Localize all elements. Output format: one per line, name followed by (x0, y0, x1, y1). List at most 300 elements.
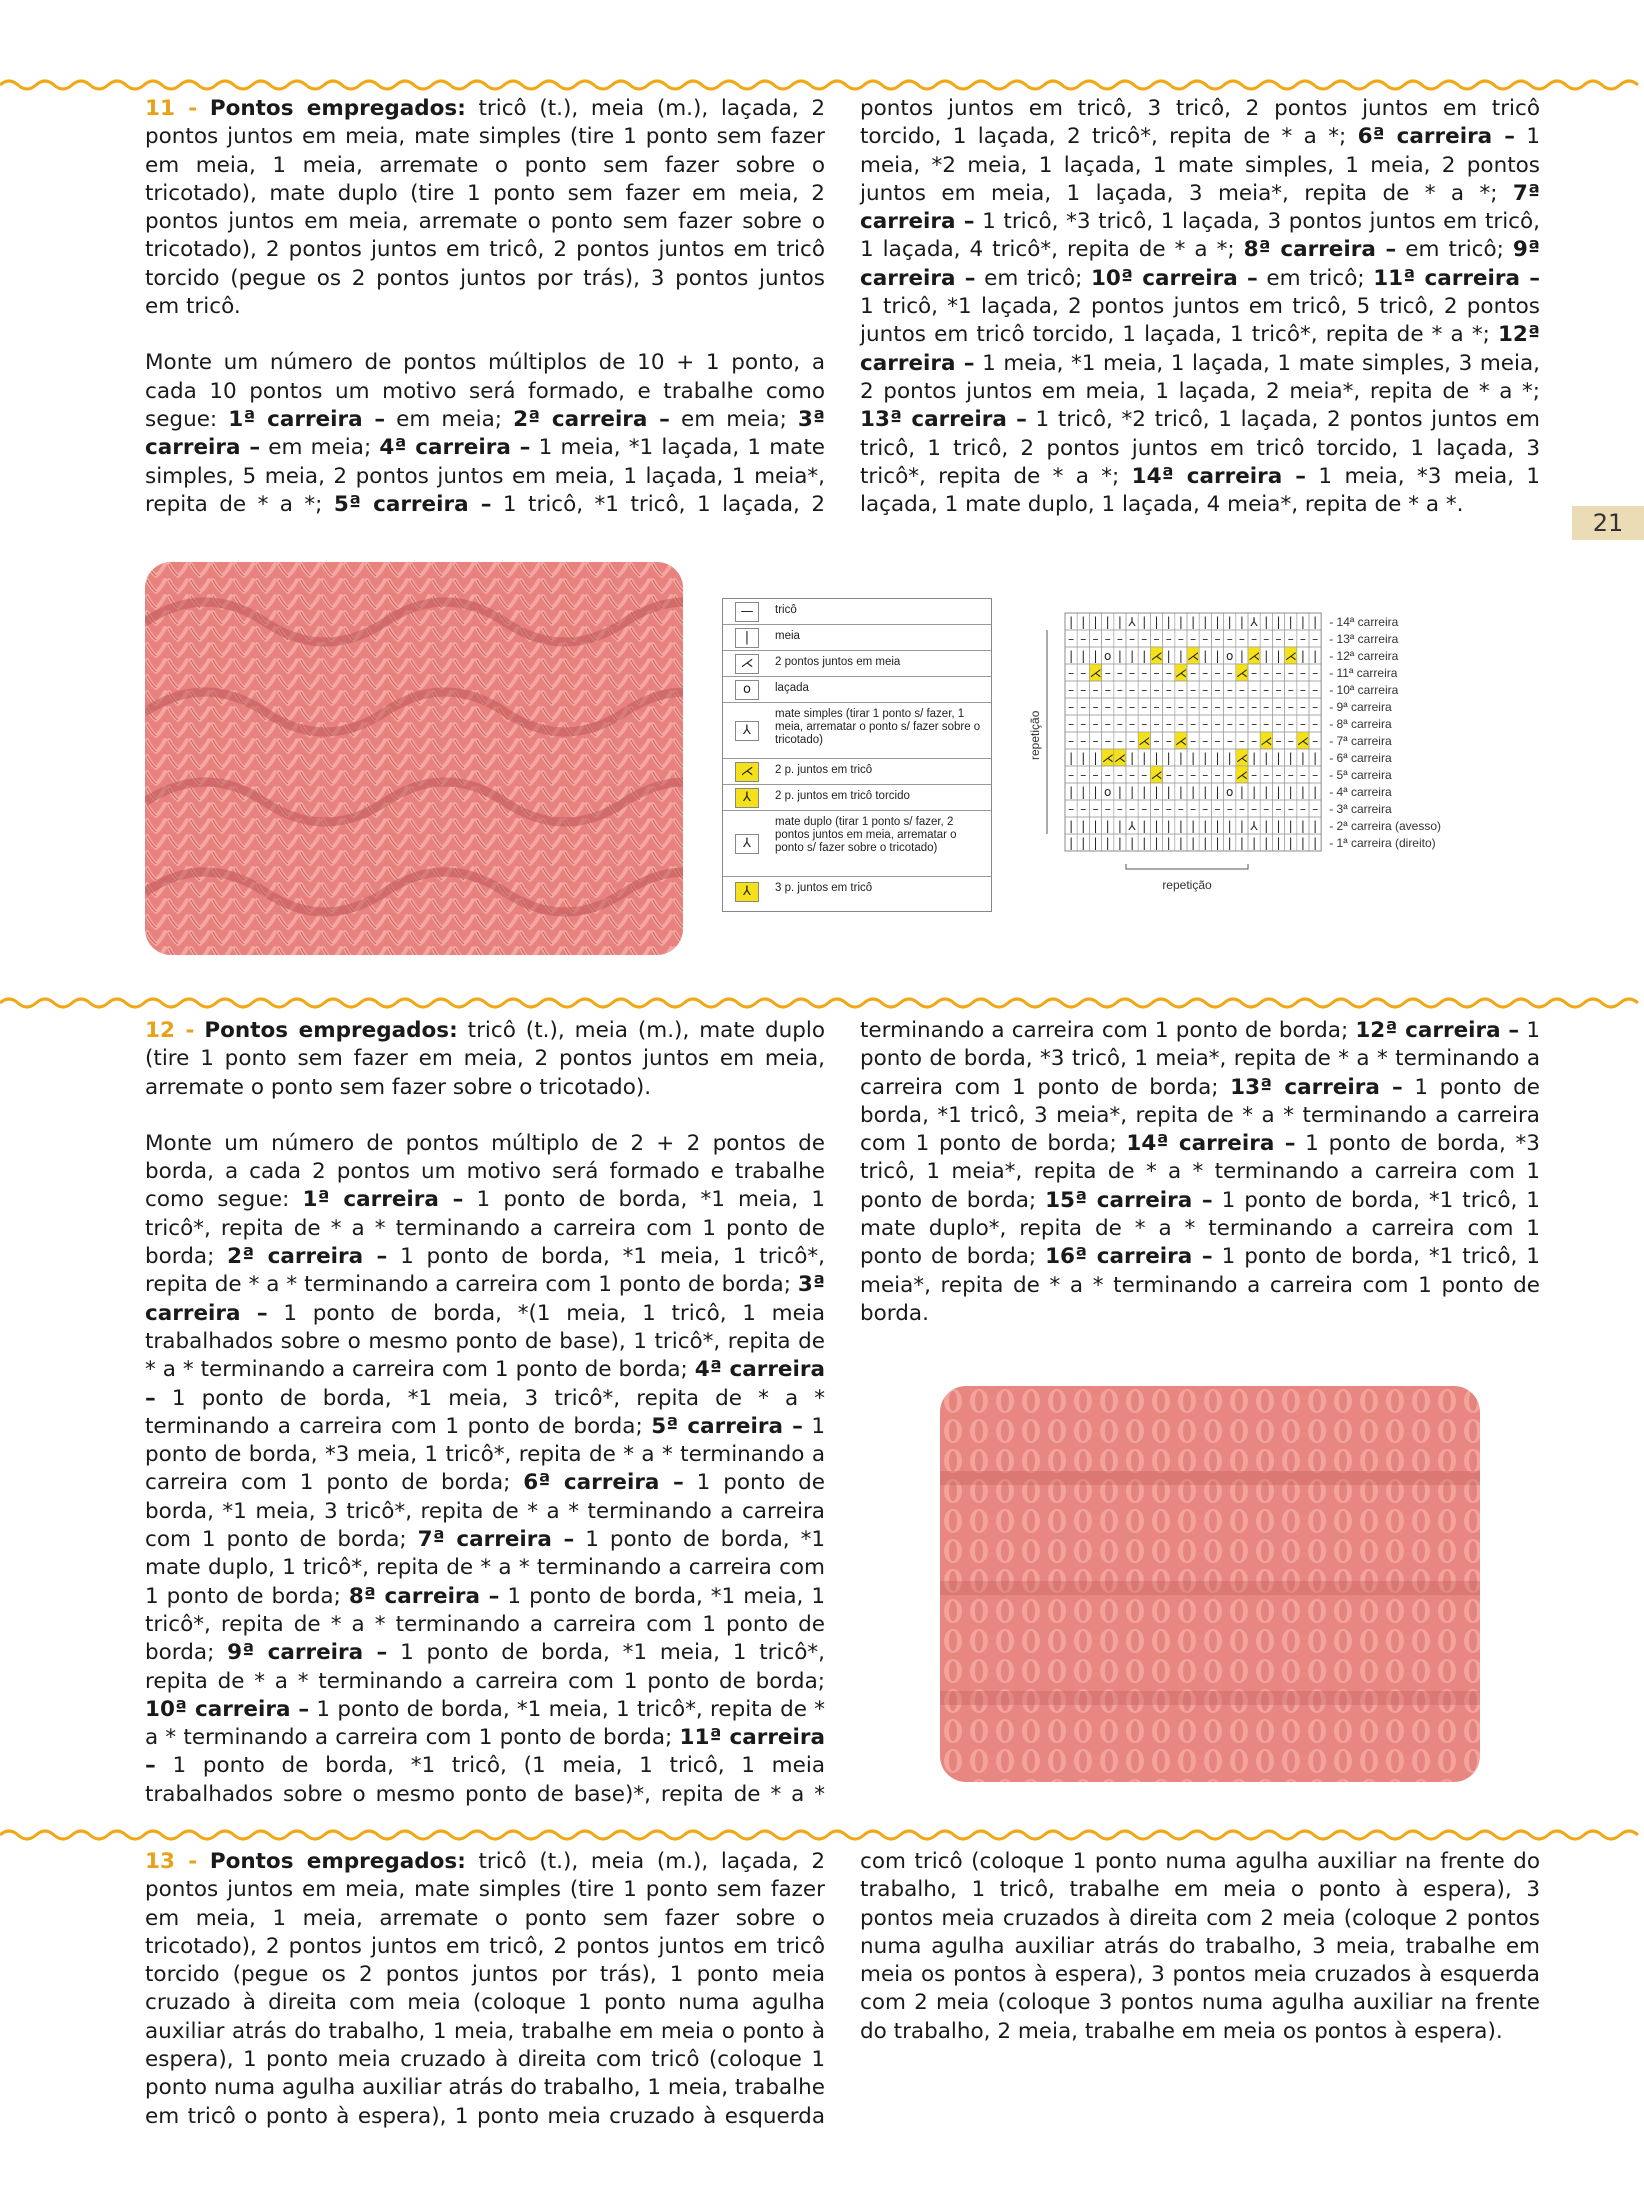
chart-stitch-symbol: – (1141, 802, 1148, 816)
chart-stitch-symbol: | (1154, 615, 1159, 629)
chart-stitch-symbol: – (1141, 717, 1148, 731)
chart-stitch-symbol: – (1312, 802, 1319, 816)
legend-label: 3 p. juntos em tricô (775, 882, 873, 894)
chart-stitch-symbol: – (1299, 717, 1306, 731)
chart-stitch-symbol: ⋌ (1296, 734, 1309, 748)
legend-row (723, 785, 991, 811)
chart-stitch-symbol: – (1092, 700, 1099, 714)
section-number: 11 - (145, 96, 198, 121)
chart-stitch-symbol: – (1177, 768, 1184, 782)
legend-row (723, 625, 991, 651)
chart-stitch-symbol: | (1166, 785, 1171, 799)
row-text: 1 meia, *3 meia, 1 laçada, 1 mate duplo, 1 laçada, 4 meia*, repita de * a *. (860, 463, 1541, 518)
legend-label: 2 p. juntos em tricô (775, 764, 873, 776)
chart-stitch-symbol: – (1141, 768, 1148, 782)
row-label: 2ª carreira – (227, 1244, 388, 1270)
chart-stitch-symbol: | (1166, 819, 1171, 833)
chart-stitch-symbol: – (1287, 666, 1294, 680)
chart-stitch-symbol: – (1312, 717, 1319, 731)
chart-stitch-symbol: – (1263, 683, 1270, 697)
chart-stitch-symbol: – (1104, 683, 1111, 697)
chart-stitch-symbol: – (1104, 666, 1111, 680)
chart-stitch-symbol: | (1154, 836, 1159, 850)
row-text: 1 meia, *1 meia, 1 laçada, 1 mate simples, 3 meia, 2 pontos juntos em meia, 1 laçada, 2 meia*, repita de * a *; (860, 350, 1540, 404)
chart-stitch-symbol: | (1227, 836, 1232, 850)
chart-stitch-symbol: – (1104, 632, 1111, 646)
chart-stitch-symbol: o (1226, 785, 1234, 799)
row-text: 1 ponto de borda, *1 meia, 1 tricô*, repita de * a * terminando a carreira com 1 ponto de borda; (145, 1640, 826, 1694)
chart-stitch-symbol: | (1203, 751, 1208, 765)
chart-stitch-symbol: – (1129, 734, 1136, 748)
chart-stitch-symbol: – (1312, 768, 1319, 782)
chart-stitch-symbol: | (1191, 836, 1196, 850)
chart-stitch-symbol: – (1275, 768, 1282, 782)
chart-stitch-symbol: – (1165, 683, 1172, 697)
wavy-divider-top (0, 76, 1644, 94)
row-label: 3ª carreira – (145, 1272, 825, 1326)
yarn-over-symbol-icon: o (735, 680, 759, 700)
chart-stitch-symbol: ⋌ (1248, 649, 1261, 663)
chart-stitch-symbol: – (1068, 802, 1075, 816)
chart-stitch-symbol: | (1081, 819, 1086, 833)
repeat-label-bottom: repetição (1162, 878, 1212, 892)
chart-row-label: - 9ª carreira (1329, 700, 1392, 714)
chart-stitch-symbol: ⋌ (1101, 751, 1114, 765)
chart-stitch-symbol: – (1275, 666, 1282, 680)
row-label: 4ª carreira – (145, 1357, 825, 1411)
row-text: 1 ponto de borda, *1 mate duplo, 1 tricô*, repita de * a * terminando a carreira com 1 ponto de borda; (145, 1527, 825, 1609)
chart-stitch-symbol: | (1300, 819, 1305, 833)
chart-stitch-symbol: | (1178, 751, 1183, 765)
chart-stitch-symbol: – (1202, 734, 1209, 748)
chart-stitch-symbol: – (1116, 632, 1123, 646)
chart-row-label: - 12ª carreira (1329, 649, 1399, 663)
chart-stitch-symbol: – (1116, 700, 1123, 714)
chart-stitch-symbol: | (1166, 649, 1171, 663)
chart-stitch-symbol: – (1068, 632, 1075, 646)
chart-stitch-symbol: – (1312, 683, 1319, 697)
chart-stitch-symbol: – (1287, 717, 1294, 731)
chart-stitch-symbol: – (1190, 717, 1197, 731)
chart-stitch-symbol: – (1068, 666, 1075, 680)
chart-stitch-symbol: – (1129, 802, 1136, 816)
chart-stitch-symbol: – (1068, 700, 1075, 714)
chart-stitch-symbol: – (1214, 666, 1221, 680)
chart-stitch-symbol: ⋌ (1150, 768, 1163, 782)
chart-stitch-symbol: – (1202, 632, 1209, 646)
row-label: 13ª carreira – (860, 407, 1027, 433)
chart-stitch-symbol: ⋌ (1260, 734, 1273, 748)
row-label: 10ª carreira – (1090, 265, 1258, 291)
chart-stitch-symbol: – (1287, 683, 1294, 697)
chart-stitch-symbol: – (1116, 683, 1123, 697)
chart-stitch-symbol: | (1288, 785, 1293, 799)
chart-stitch-symbol: | (1142, 649, 1147, 663)
chart-stitch-symbol: | (1215, 819, 1220, 833)
chart-stitch-symbol: | (1239, 836, 1244, 850)
chart-stitch-symbol: – (1251, 700, 1258, 714)
chart-stitch-symbol: | (1069, 819, 1074, 833)
chart-row-label: - 10ª carreira (1329, 683, 1399, 697)
section-number: 12 - (145, 1018, 195, 1043)
chart-stitch-symbol: – (1153, 666, 1160, 680)
row-text: 1 ponto de borda, *1 meia, 1 tricô*, repita de * a * terminando a carreira com 1 ponto de borda; (145, 1244, 826, 1298)
row-label: 12ª carreira – (1355, 1018, 1520, 1043)
chart-stitch-symbol: ⋌ (1284, 649, 1297, 663)
chart-stitch-symbol: – (1214, 768, 1221, 782)
chart-stitch-symbol: – (1092, 768, 1099, 782)
chart-stitch-symbol: – (1202, 717, 1209, 731)
chart-stitch-symbol: – (1165, 717, 1172, 731)
chart-stitch-symbol: | (1300, 836, 1305, 850)
legend-label: laçada (775, 682, 809, 694)
materials-text: tricô (t.), meia (m.), laçada, 2 pontos juntos em meia, mate simples (tire 1 ponto sem fazer em meia, 1 meia, arremate o ponto sem fazer sobre o tricotado), mate duplo (tire 1 ponto sem fazer em meia, 2 pontos juntos em meia, arremate o ponto sem fazer sobre o tricotado), 2 pontos juntos em tricô, 2 pontos juntos em tricô torcido (pegue os 2 pontos juntos por trás), 3 pontos juntos em tricô. (145, 96, 825, 320)
chart-stitch-symbol: | (1227, 615, 1232, 629)
chart-stitch-symbol: – (1190, 802, 1197, 816)
chart-stitch-symbol: | (1166, 836, 1171, 850)
chart-stitch-symbol: – (1202, 700, 1209, 714)
legend-label: meia (775, 630, 800, 642)
chart-stitch-symbol: – (1177, 632, 1184, 646)
chart-row-label: - 11ª carreira (1329, 666, 1398, 680)
legend-row (723, 703, 991, 759)
materials-text: tricô (t.), meia (m.), laçada, 2 pontos juntos em meia, mate simples (tire 1 ponto sem fazer em meia, 1 meia, arremate o ponto sem fazer sobre o tricotado), 2 pontos juntos em tricô, 2 pontos juntos em tricô torcido (pegue os 2 pontos juntos por trás), 1 ponto meia cruzado à direita com meia (coloque 1 ponto numa agulha auxiliar atrás do trabalho, 1 meia, trabalhe em meia o ponto à espera), 1 ponto meia cruzado à direita com tricô (coloque 1 ponto numa agulha auxiliar atrás do trabalho, 1 meia, trabalhe em tricô o ponto à espera), 1 ponto meia cruzado à esquerda com tricô (coloque 1 ponto numa agulha auxiliar na frente do trabalho, 1 tricô, trabalhe em meia o ponto à espera), 3 pontos meia cruzados à direita com 2 meia (coloque 2 pontos numa agulha auxiliar atrás do trabalho, 3 meia, trabalhe em meia os pontos à espera), 3 pontos meia cruzados à esquerda com 2 meia (coloque 3 pontos numa agulha auxiliar na frente do trabalho, 2 meia, trabalhe em meia os pontos à espera). (145, 1849, 1540, 2129)
chart-stitch-symbol: | (1081, 615, 1086, 629)
chart-stitch-symbol: – (1129, 700, 1136, 714)
chart-stitch-symbol: | (1203, 649, 1208, 663)
chart-stitch-symbol: ⋌ (1150, 649, 1163, 663)
chart-stitch-symbol: – (1141, 683, 1148, 697)
chart-stitch-symbol: o (1104, 785, 1112, 799)
chart-stitch-symbol: | (1288, 836, 1293, 850)
row-text: 1 ponto de borda, *1 tricô, 3 meia*, repita de * a * terminando a carreira com 1 ponto de borda; (860, 1074, 1540, 1157)
chart-stitch-symbol: | (1105, 836, 1110, 850)
chart-stitch-symbol: – (1263, 666, 1270, 680)
chart-stitch-symbol: | (1093, 836, 1098, 850)
chart-stitch-symbol: – (1068, 683, 1075, 697)
wavy-divider-bottom (0, 1826, 1644, 1844)
chart-row-label: - 5ª carreira (1329, 768, 1392, 782)
row-label: 15ª carreira – (1045, 1187, 1213, 1213)
chart-stitch-symbol: – (1129, 717, 1136, 731)
chart-stitch-symbol: – (1287, 632, 1294, 646)
chart-stitch-symbol: – (1202, 683, 1209, 697)
chart-row-label: - 8ª carreira (1329, 717, 1392, 731)
chart-stitch-symbol: ⅄ (1128, 819, 1136, 833)
chart-stitch-symbol: – (1251, 802, 1258, 816)
chart-stitch-symbol: ⋌ (1113, 751, 1126, 765)
legend-label: 2 pontos juntos em meia (775, 656, 901, 668)
chart-stitch-symbol: | (1117, 615, 1122, 629)
chart-stitch-symbol: – (1104, 768, 1111, 782)
row-text: 1 ponto de borda, *(1 meia, 1 tricô, 1 meia trabalhados sobre o mesmo ponto de base), 1 tricô*, repita de * a * terminando a carreira com 1 ponto de borda; (145, 1300, 825, 1383)
chart-stitch-symbol: – (1104, 734, 1111, 748)
chart-stitch-symbol: – (1226, 700, 1233, 714)
row-text: 1 ponto de borda, *1 tricô, 1 meia*, repita de * a * terminando a carreira com 1 ponto de borda. (860, 1244, 1540, 1326)
chart-stitch-symbol: | (1276, 836, 1281, 850)
chart-stitch-symbol: – (1214, 683, 1221, 697)
chart-stitch-symbol: | (1288, 751, 1293, 765)
chart-stitch-symbol: | (1215, 649, 1220, 663)
section-number: 13 - (145, 1849, 198, 1874)
chart-stitch-symbol: | (1300, 615, 1305, 629)
chart-stitch-symbol: | (1288, 615, 1293, 629)
chart-stitch-symbol: – (1251, 632, 1258, 646)
chart-stitch-symbol: | (1191, 751, 1196, 765)
chart-stitch-symbol: | (1142, 836, 1147, 850)
chart-stitch-symbol: | (1154, 785, 1159, 799)
chart-stitch-symbol: – (1202, 666, 1209, 680)
chart-stitch-symbol: – (1177, 717, 1184, 731)
row-text: 1 ponto de borda, *3 tricô, 1 meia*, repita de * a * terminando a carreira com 1 ponto de borda; (860, 1018, 1540, 1100)
row-text: 1 ponto de borda, *1 meia, 3 tricô*, repita de * a * terminando a carreira com 1 ponto de borda; (145, 1385, 825, 1439)
chart-stitch-symbol: | (1154, 819, 1159, 833)
row-label: 16ª carreira – (1045, 1244, 1213, 1270)
section-13-text (145, 1848, 1540, 2133)
chart-stitch-symbol: – (1263, 632, 1270, 646)
legend-label: mate simples (tirar 1 ponto s/ fazer, 1 meia, arrematar o ponto s/ fazer sobre o tricotado) (775, 708, 981, 746)
chart-stitch-symbol: ⋌ (1138, 734, 1151, 748)
chart-stitch-symbol: – (1263, 802, 1270, 816)
chart-stitch-symbol: – (1299, 683, 1306, 697)
chart-stitch-symbol: – (1238, 700, 1245, 714)
chart-stitch-symbol: – (1214, 632, 1221, 646)
chart-stitch-symbol: | (1178, 785, 1183, 799)
chart-stitch-symbol: – (1080, 802, 1087, 816)
chart-stitch-symbol: – (1202, 768, 1209, 782)
chart-stitch-symbol: | (1276, 615, 1281, 629)
chart-stitch-symbol: – (1080, 683, 1087, 697)
row-text: 1 tricô, *2 tricô, 1 laçada, 2 pontos juntos em tricô, 1 tricô, 2 pontos juntos em tricô torcido, 1 laçada, 3 tricô*, repita de * a *; (860, 407, 1540, 489)
chart-stitch-symbol: – (1129, 768, 1136, 782)
chart-stitch-symbol: | (1093, 649, 1098, 663)
chart-stitch-symbol: | (1264, 615, 1269, 629)
instruction-text: Monte um número de pontos múltiplo de 2 + 2 pontos de borda, a cada 2 pontos um motivo será formado e trabalhe como segue: (145, 1130, 825, 1213)
chart-stitch-symbol: – (1092, 802, 1099, 816)
materials-text: tricô (t.), meia (m.), mate duplo (tire 1 ponto sem fazer em meia, 2 pontos juntos em meia, arremate o ponto sem fazer sobre o tricotado). (145, 1018, 825, 1100)
chart-stitch-symbol: | (1239, 615, 1244, 629)
chart-stitch-symbol: | (1313, 615, 1318, 629)
chart-stitch-symbol: – (1165, 768, 1172, 782)
chart-stitch-symbol: – (1312, 632, 1319, 646)
chart-stitch-symbol: – (1312, 666, 1319, 680)
chart-stitch-symbol: – (1202, 802, 1209, 816)
chart-stitch-symbol: | (1264, 819, 1269, 833)
chart-stitch-symbol: | (1215, 615, 1220, 629)
row-label: 5ª carreira – (333, 491, 492, 517)
chart-stitch-symbol: – (1165, 734, 1172, 748)
chart-stitch-symbol: – (1299, 632, 1306, 646)
chart-stitch-symbol: – (1080, 734, 1087, 748)
p3tog-symbol-icon: ⅄ (735, 882, 759, 902)
chart-stitch-symbol: – (1214, 802, 1221, 816)
chart-stitch-symbol: | (1276, 751, 1281, 765)
chart-stitch-symbol: ⅄ (1128, 615, 1136, 629)
chart-stitch-symbol: – (1177, 802, 1184, 816)
section-heading: Pontos empregados: (209, 96, 466, 121)
legend-row (723, 759, 991, 785)
wavy-divider-middle (0, 994, 1644, 1012)
chart-stitch-symbol: – (1104, 802, 1111, 816)
chart-stitch-symbol: | (1239, 819, 1244, 833)
chart-stitch-symbol: – (1116, 802, 1123, 816)
chart-stitch-symbol: | (1264, 751, 1269, 765)
chart-stitch-symbol: – (1080, 717, 1087, 731)
chart-stitch-symbol: – (1312, 700, 1319, 714)
chart-stitch-symbol: – (1275, 734, 1282, 748)
chart-stitch-symbol: – (1177, 683, 1184, 697)
legend-row (723, 651, 991, 677)
chart-stitch-symbol: – (1226, 666, 1233, 680)
chart-stitch-symbol: – (1129, 632, 1136, 646)
chart-stitch-symbol: – (1190, 683, 1197, 697)
chart-stitch-symbol: | (1178, 649, 1183, 663)
chart-stitch-symbol: | (1203, 836, 1208, 850)
chart-stitch-symbol: – (1312, 734, 1319, 748)
chart-stitch-symbol: | (1178, 819, 1183, 833)
chart-stitch-symbol: | (1215, 836, 1220, 850)
chart-stitch-symbol: ⋌ (1174, 734, 1187, 748)
chart-stitch-symbol: | (1093, 615, 1098, 629)
chart-stitch-symbol: – (1104, 717, 1111, 731)
chart-stitch-symbol: | (1239, 785, 1244, 799)
chart-stitch-symbol: – (1068, 768, 1075, 782)
chart-stitch-symbol: | (1069, 615, 1074, 629)
chart-stitch-symbol: – (1275, 683, 1282, 697)
chart-stitch-symbol: | (1142, 785, 1147, 799)
chart-stitch-symbol: – (1263, 717, 1270, 731)
chart-stitch-symbol: – (1177, 700, 1184, 714)
chart-stitch-symbol: – (1116, 768, 1123, 782)
chart-stitch-symbol: | (1117, 819, 1122, 833)
knit-symbol-icon: | (735, 628, 759, 648)
row-label: 11ª carreira – (1373, 265, 1540, 291)
chart-stitch-symbol: – (1214, 717, 1221, 731)
chart-row-label: - 1ª carreira (direito) (1329, 836, 1436, 850)
chart-stitch-symbol: – (1116, 717, 1123, 731)
chart-stitch-symbol: – (1153, 632, 1160, 646)
chart-stitch-symbol: – (1238, 734, 1245, 748)
chart-stitch-symbol: – (1165, 802, 1172, 816)
chart-stitch-symbol: – (1214, 734, 1221, 748)
chart-stitch-symbol: | (1105, 819, 1110, 833)
chart-stitch-symbol: | (1081, 836, 1086, 850)
chart-stitch-symbol: | (1081, 751, 1086, 765)
row-label: 10ª carreira – (145, 1696, 310, 1722)
chart-stitch-symbol: – (1153, 802, 1160, 816)
legend-row (723, 599, 991, 625)
row-label: 7ª carreira – (417, 1527, 575, 1553)
chart-stitch-symbol: – (1275, 802, 1282, 816)
chart-stitch-symbol: – (1226, 632, 1233, 646)
row-text: 1 ponto de borda, *1 meia, 3 tricô*, repita de * a * terminando a carreira com 1 ponto de borda; (145, 1470, 826, 1553)
chart-stitch-symbol: – (1238, 802, 1245, 816)
section-11-text (145, 95, 1540, 520)
chart-stitch-symbol: | (1313, 836, 1318, 850)
row-text: 1 meia, *1 laçada, 1 mate simples, 5 meia, 2 pontos juntos em meia, 1 laçada, 1 meia*, repita de * a *; (145, 435, 825, 517)
chart-stitch-symbol: | (1069, 751, 1074, 765)
chart-stitch-symbol: – (1238, 717, 1245, 731)
chart-stitch-symbol: | (1093, 819, 1098, 833)
knitted-swatch-photo-11 (145, 562, 683, 955)
chart-stitch-symbol: | (1276, 819, 1281, 833)
row-text: 1 ponto de borda, *3 tricô, 1 meia*, repita de * a * terminando a carreira com 1 ponto de borda; (860, 1131, 1540, 1213)
chart-stitch-symbol: – (1116, 666, 1123, 680)
chart-stitch-symbol: – (1275, 632, 1282, 646)
chart-stitch-symbol: – (1092, 632, 1099, 646)
row-text: 1 tricô, *1 tricô, 1 laçada, 2 pontos juntos em tricô, 3 tricô, 2 pontos juntos em tricô torcido, 1 laçada, 2 tricô*, repita de * a *; (491, 96, 1540, 517)
chart-stitch-symbol: – (1226, 734, 1233, 748)
chart-stitch-symbol: – (1299, 700, 1306, 714)
chart-stitch-symbol: | (1130, 649, 1135, 663)
chart-stitch-symbol: | (1105, 615, 1110, 629)
chart-stitch-symbol: – (1251, 683, 1258, 697)
chart-stitch-symbol: | (1288, 819, 1293, 833)
chart-stitch-symbol: | (1276, 785, 1281, 799)
chart-stitch-symbol: – (1190, 734, 1197, 748)
chart-row-label: - 4ª carreira (1329, 785, 1392, 799)
chart-row-label: - 7ª carreira (1329, 734, 1392, 748)
row-text: 1 ponto de borda, *3 meia, 1 tricô*, repita de * a * terminando a carreira com 1 ponto de borda; (145, 1413, 826, 1496)
chart-stitch-symbol: – (1165, 632, 1172, 646)
chart-stitch-symbol: – (1287, 802, 1294, 816)
row-text: em meia; (260, 435, 380, 461)
chart-stitch-symbol: ⋌ (1174, 666, 1187, 680)
row-label: 2ª carreira – (513, 406, 670, 432)
chart-stitch-symbol: | (1203, 785, 1208, 799)
chart-stitch-symbol: | (1178, 836, 1183, 850)
instruction-text: Monte um número de pontos múltiplos de 10 + 1 ponto, a cada 10 pontos um motivo será formado, e trabalhe como segue: (145, 350, 825, 432)
chart-stitch-symbol: – (1153, 717, 1160, 731)
chart-stitch-symbol: – (1287, 700, 1294, 714)
chart-stitch-symbol: | (1130, 836, 1135, 850)
chart-stitch-symbol: | (1130, 751, 1135, 765)
chart-stitch-symbol: | (1069, 649, 1074, 663)
row-label: 14ª carreira – (1131, 463, 1307, 489)
p2tog-symbol-icon: ⋌ (735, 762, 759, 782)
chart-row-label: - 6ª carreira (1329, 751, 1392, 765)
chart-stitch-symbol: | (1227, 751, 1232, 765)
chart-stitch-symbol: – (1080, 666, 1087, 680)
chart-stitch-symbol: | (1093, 785, 1098, 799)
legend-row (723, 677, 991, 703)
chart-stitch-symbol: – (1275, 700, 1282, 714)
chart-stitch-symbol: | (1276, 649, 1281, 663)
chart-stitch-symbol: – (1129, 666, 1136, 680)
chart-stitch-symbol: – (1153, 700, 1160, 714)
row-text: 1 ponto de borda, *1 tricô, 1 mate duplo*, repita de * a * terminando a carreira com 1 ponto de borda; (860, 1187, 1540, 1270)
chart-stitch-symbol: – (1299, 666, 1306, 680)
chart-stitch-symbol: | (1166, 615, 1171, 629)
section-heading: Pontos empregados: (209, 1849, 466, 1874)
chart-stitch-symbol: | (1264, 649, 1269, 663)
chart-stitch-symbol: | (1166, 751, 1171, 765)
chart-stitch-symbol: o (1226, 649, 1234, 663)
chart-stitch-symbol: | (1252, 751, 1257, 765)
chart-stitch-symbol: | (1191, 615, 1196, 629)
chart-stitch-symbol: | (1069, 785, 1074, 799)
k2tog-symbol-icon: ⋌ (735, 654, 759, 674)
row-text: 1 ponto de borda, *1 meia, 1 tricô*, repita de * a * terminando a carreira com 1 ponto de borda; (145, 1187, 826, 1270)
chart-stitch-symbol: – (1251, 717, 1258, 731)
row-label: 6ª carreira – (1357, 124, 1515, 150)
chart-stitch-symbol: – (1299, 768, 1306, 782)
chart-stitch-symbol: – (1141, 632, 1148, 646)
chart-stitch-symbol: | (1093, 751, 1098, 765)
chart-stitch-symbol: – (1080, 700, 1087, 714)
chart-stitch-symbol: – (1226, 683, 1233, 697)
chart-stitch-symbol: – (1226, 802, 1233, 816)
